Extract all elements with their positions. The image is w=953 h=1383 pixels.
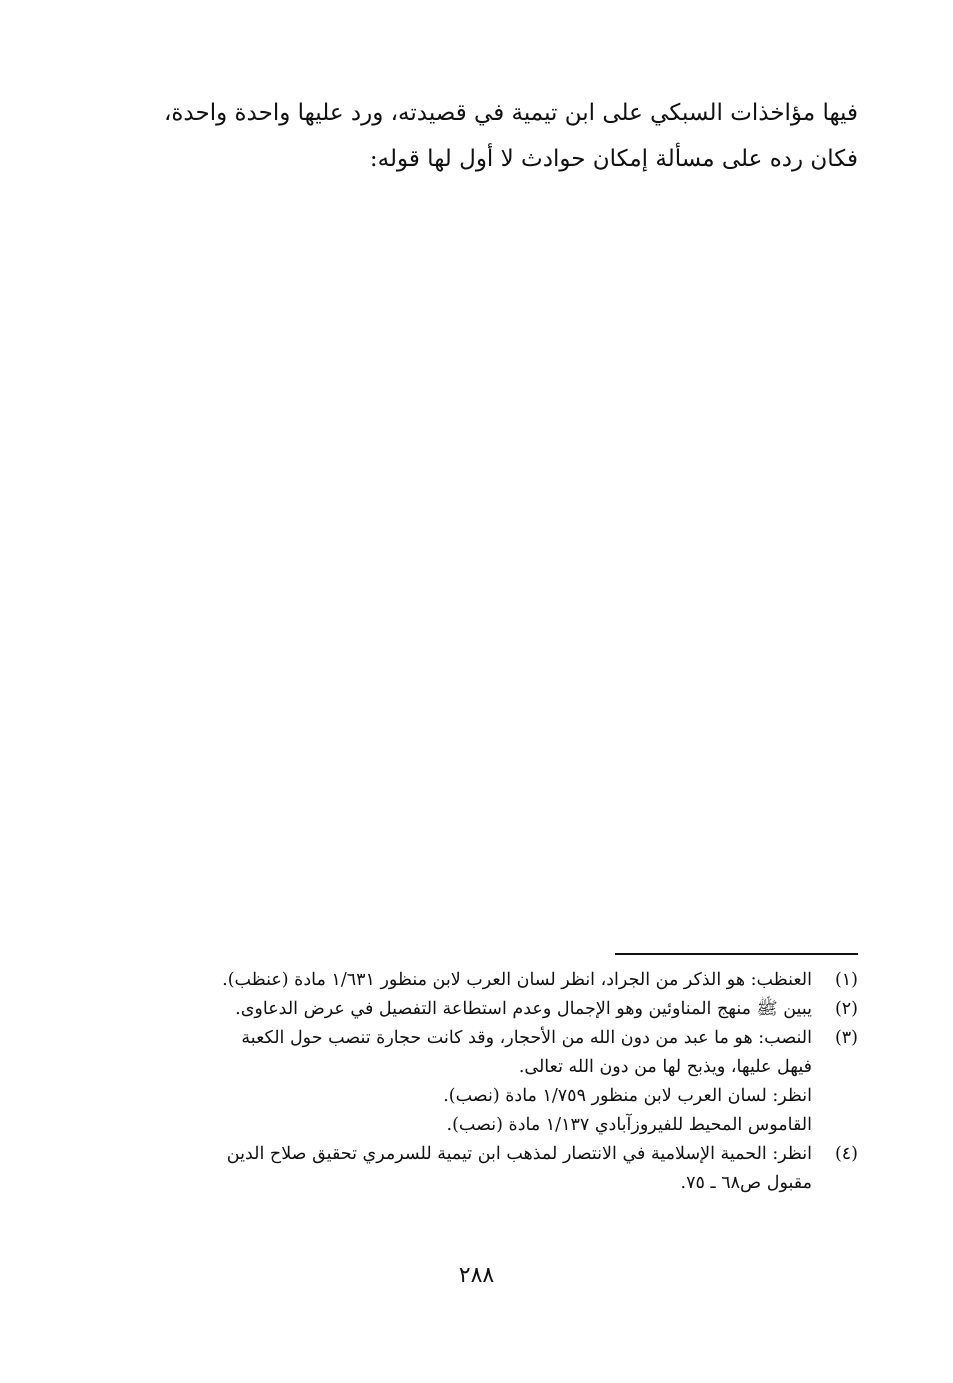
footnote-line: العنظب: هو الذكر من الجراد، انظر لسان العرب لابن منظور ١/٦٣١ مادة (عنظب).: [222, 970, 812, 990]
footnote-line: القاموس المحيط للفيروزآبادي ١/١٣٧ مادة (نصب).: [446, 1115, 812, 1135]
footnote-separator: [615, 953, 858, 955]
footnote-line: يبين ﷺ منهج المناوئين وهو الإجمال وعدم استطاعة التفصيل في عرض الدعاوى.: [235, 999, 812, 1019]
footnote-line: فيهل عليها، ويذبح لها من دون الله تعالى.: [518, 1057, 812, 1077]
footnote-text: [88, 966, 812, 995]
footnote: [88, 995, 858, 1024]
footnote-line: انظر: لسان العرب لابن منظور ١/٧٥٩ مادة (نصب).: [443, 1086, 812, 1106]
footnote-text: [88, 995, 812, 1024]
footnote-number: (٤): [834, 1144, 858, 1164]
footnote-number: (٢): [834, 999, 858, 1019]
footnote-line: انظر: الحمية الإسلامية في الانتصار لمذهب ابن تيمية للسرمري تحقيق صلاح الدين: [226, 1144, 812, 1164]
footnote: [88, 1024, 858, 1140]
footnote-number: (١): [834, 970, 858, 990]
footnotes: [88, 966, 858, 1198]
footnote-text: [88, 1024, 812, 1140]
footnote: [88, 1140, 858, 1198]
page-number: ٢٨٨: [458, 1263, 495, 1288]
footnote-line: مقبول ص٦٨ ـ ٧٥.: [680, 1173, 812, 1193]
footnote-number: (٣): [834, 1028, 858, 1048]
intro-line-1: فيها مؤاخذات السبكي على ابن تيمية في قصيدته، ورد عليها واحدة واحدة،: [163, 100, 858, 126]
intro-paragraph: [88, 90, 858, 182]
footnote: [88, 966, 858, 995]
footnote-text: [88, 1140, 812, 1198]
intro-line-2: فكان رده على مسألة إمكان حوادث لا أول لها قوله:: [369, 146, 858, 172]
footnote-line: النصب: هو ما عبد من دون الله من الأحجار، وقد كانت حجارة تنصب حول الكعبة: [241, 1028, 812, 1048]
